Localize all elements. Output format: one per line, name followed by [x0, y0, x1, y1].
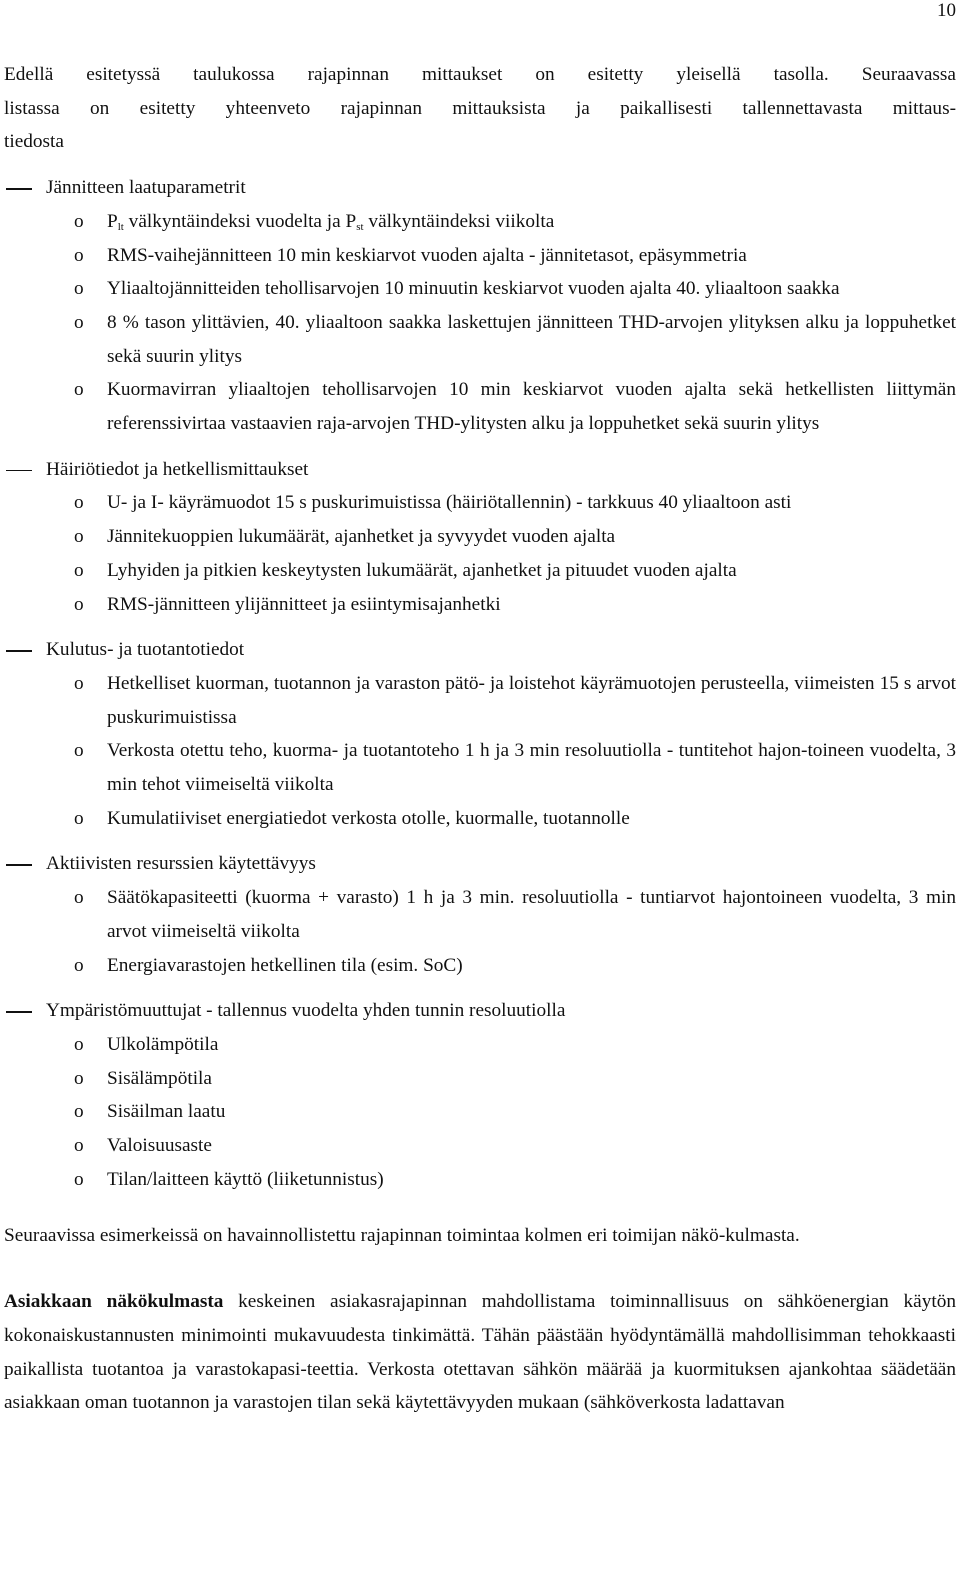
- customer-paragraph: [4, 1285, 956, 1420]
- intro-line: tiedosta: [4, 131, 64, 153]
- list-item: [4, 306, 956, 373]
- section-heading: [4, 171, 956, 205]
- section-heading: [4, 633, 956, 667]
- intro-line: listassa on esitetty yhteenveto rajapinnan mittauksista ja paikallisesti tallennettavasta mittaus-: [4, 97, 956, 119]
- section-disturbances: [4, 453, 956, 622]
- list-item: [4, 881, 956, 948]
- section-active-resources: [4, 847, 956, 982]
- section-title: Häiriötiedot ja hetkellismittaukset: [46, 458, 309, 480]
- item-text: Valoisuusaste: [107, 1135, 212, 1157]
- item-text: Ulkolämpötila: [107, 1033, 219, 1055]
- document-body: [4, 58, 956, 1420]
- subscript: st: [356, 220, 364, 233]
- subscript: lt: [117, 220, 124, 233]
- circle-bullet-icon: o: [74, 740, 84, 762]
- circle-bullet-icon: o: [74, 1101, 84, 1123]
- item-text: P: [107, 210, 118, 232]
- list-item: [4, 588, 956, 622]
- circle-bullet-icon: o: [74, 1067, 84, 1089]
- circle-bullet-icon: o: [74, 954, 84, 976]
- circle-bullet-icon: o: [74, 593, 84, 615]
- section-heading: [4, 994, 956, 1028]
- list-item: [4, 734, 956, 801]
- examples-paragraph: Seuraavissa esimerkeissä on havainnollistettu rajapinnan toimintaa kolmen eri toimijan näkö-kulmasta.: [4, 1224, 800, 1246]
- item-text: Energiavarastojen hetkellinen tila (esim. SoC): [107, 954, 463, 976]
- section-consumption-production: [4, 633, 956, 835]
- section-environment: [4, 994, 956, 1196]
- section-title: Kulutus- ja tuotantotiedot: [46, 639, 245, 661]
- circle-bullet-icon: o: [74, 1168, 84, 1190]
- page-number: 10: [937, 0, 956, 21]
- circle-bullet-icon: o: [74, 1135, 84, 1157]
- item-text: RMS-jännitteen ylijännitteet ja esiintymisajanhetki: [107, 593, 501, 615]
- list-item: [4, 272, 956, 306]
- section-title: Ympäristömuuttujat - tallennus vuodelta yhden tunnin resoluutiolla: [46, 1000, 566, 1022]
- item-text: Sisäilman laatu: [107, 1101, 226, 1123]
- circle-bullet-icon: o: [74, 887, 84, 909]
- circle-bullet-icon: o: [74, 311, 84, 333]
- list-item: [4, 1163, 956, 1197]
- item-text: Tilan/laitteen käyttö (liiketunnistus): [107, 1168, 384, 1190]
- customer-paragraph-lead: Asiakkaan näkökulmasta: [4, 1291, 224, 1313]
- list-item: [4, 1095, 956, 1129]
- item-text: Sisälämpötila: [107, 1067, 212, 1089]
- list-item: [4, 520, 956, 554]
- section-title: Jännitteen laatuparametrit: [46, 177, 246, 199]
- circle-bullet-icon: o: [74, 1033, 84, 1055]
- item-text: Säätökapasiteetti (kuorma + varasto) 1 h ja 3 min. resoluutiolla - tuntiarvot hajontoineen vuodelta, 3 min arvot viimeiseltä viikolta: [107, 887, 956, 942]
- list-item: [4, 239, 956, 273]
- circle-bullet-icon: o: [74, 244, 84, 266]
- list-item: [4, 205, 956, 239]
- list-item: [4, 373, 956, 440]
- section-title: Aktiivisten resurssien käytettävyys: [46, 853, 316, 875]
- item-text: RMS-vaihejännitteen 10 min keskiarvot vuoden ajalta - jännitetasot, epäsymmetria: [107, 244, 747, 266]
- circle-bullet-icon: o: [74, 379, 84, 401]
- list-item: [4, 554, 956, 588]
- item-text: Kuormavirran yliaaltojen tehollisarvojen 10 min keskiarvot vuoden ajalta sekä hetkellisten liittymän referenssivirtaa vastaavien raja-arvojen THD-ylitysten alku ja loppuhetket sekä suurin ylitys: [107, 379, 956, 435]
- list-item: [4, 667, 956, 734]
- item-text: Hetkelliset kuorman, tuotannon ja varaston pätö- ja loistehot käyrämuotojen perusteella, viimeisten 15 s arvot puskurimuistissa: [107, 672, 956, 728]
- section-heading: [4, 453, 956, 487]
- circle-bullet-icon: o: [74, 672, 84, 694]
- item-text: 8 % tason ylittävien, 40. yliaaltoon saakka laskettujen jännitteen THD-arvojen ylityksen alku ja loppuhetket sekä suurin ylitys: [107, 311, 956, 367]
- item-text: Lyhyiden ja pitkien keskeytysten lukumäärät, ajanhetket ja pituudet vuoden ajalta: [107, 559, 737, 581]
- list-item: [4, 486, 956, 520]
- circle-bullet-icon: o: [74, 492, 84, 514]
- circle-bullet-icon: o: [74, 210, 84, 232]
- intro-line: Edellä esitetyssä taulukossa rajapinnan mittaukset on esitetty yleisellä tasolla. Seuraavassa: [4, 64, 956, 85]
- list-item: [4, 802, 956, 836]
- item-text: välkyntäindeksi vuodelta ja P: [123, 210, 357, 232]
- intro-paragraph: [4, 58, 956, 159]
- item-text: välkyntäindeksi viikolta: [363, 210, 555, 232]
- list-item: [4, 949, 956, 983]
- section-voltage-quality: [4, 171, 956, 441]
- item-text: Verkosta otettu teho, kuorma- ja tuotantoteho 1 h ja 3 min resoluutiolla - tuntitehot hajon-toineen vuodelta, 3 min tehot viimeiseltä viikolta: [107, 740, 956, 796]
- section-heading: [4, 847, 956, 881]
- list-item: [4, 1062, 956, 1096]
- item-text: Jännitekuoppien lukumäärät, ajanhetket ja syvyydet vuoden ajalta: [107, 526, 616, 548]
- circle-bullet-icon: o: [74, 559, 84, 581]
- list-item: [4, 1028, 956, 1062]
- circle-bullet-icon: o: [74, 278, 84, 300]
- item-text: Yliaaltojännitteiden tehollisarvojen 10 minuutin keskiarvot vuoden ajalta 40. yliaaltoon saakka: [107, 278, 840, 300]
- circle-bullet-icon: o: [74, 807, 84, 829]
- circle-bullet-icon: o: [74, 526, 84, 548]
- item-text: Kumulatiiviset energiatiedot verkosta otolle, kuormalle, tuotannolle: [107, 807, 630, 829]
- customer-paragraph-text: keskeinen asiakasrajapinnan mahdollistama toiminnallisuus on sähköenergian käytön kokonaiskustannusten minimointi mukavuudesta tinkimättä. Tähän päästään hyödyntämällä mahdollisimman tehokkaasti paikallista tuotantoa ja varastokapasi-teettia. Verkosta otettavan sähkön määrää ja kuormituksen ajankohtaa säädetään asiakkaan oman tuotannon ja varastojen tilan sekä käytettävyyden mukaan (sähköverkosta ladattavan: [4, 1291, 956, 1414]
- item-text: U- ja I- käyrämuodot 15 s puskurimuistissa (häiriötallennin) - tarkkuus 40 yliaaltoon asti: [107, 492, 792, 514]
- list-item: [4, 1129, 956, 1163]
